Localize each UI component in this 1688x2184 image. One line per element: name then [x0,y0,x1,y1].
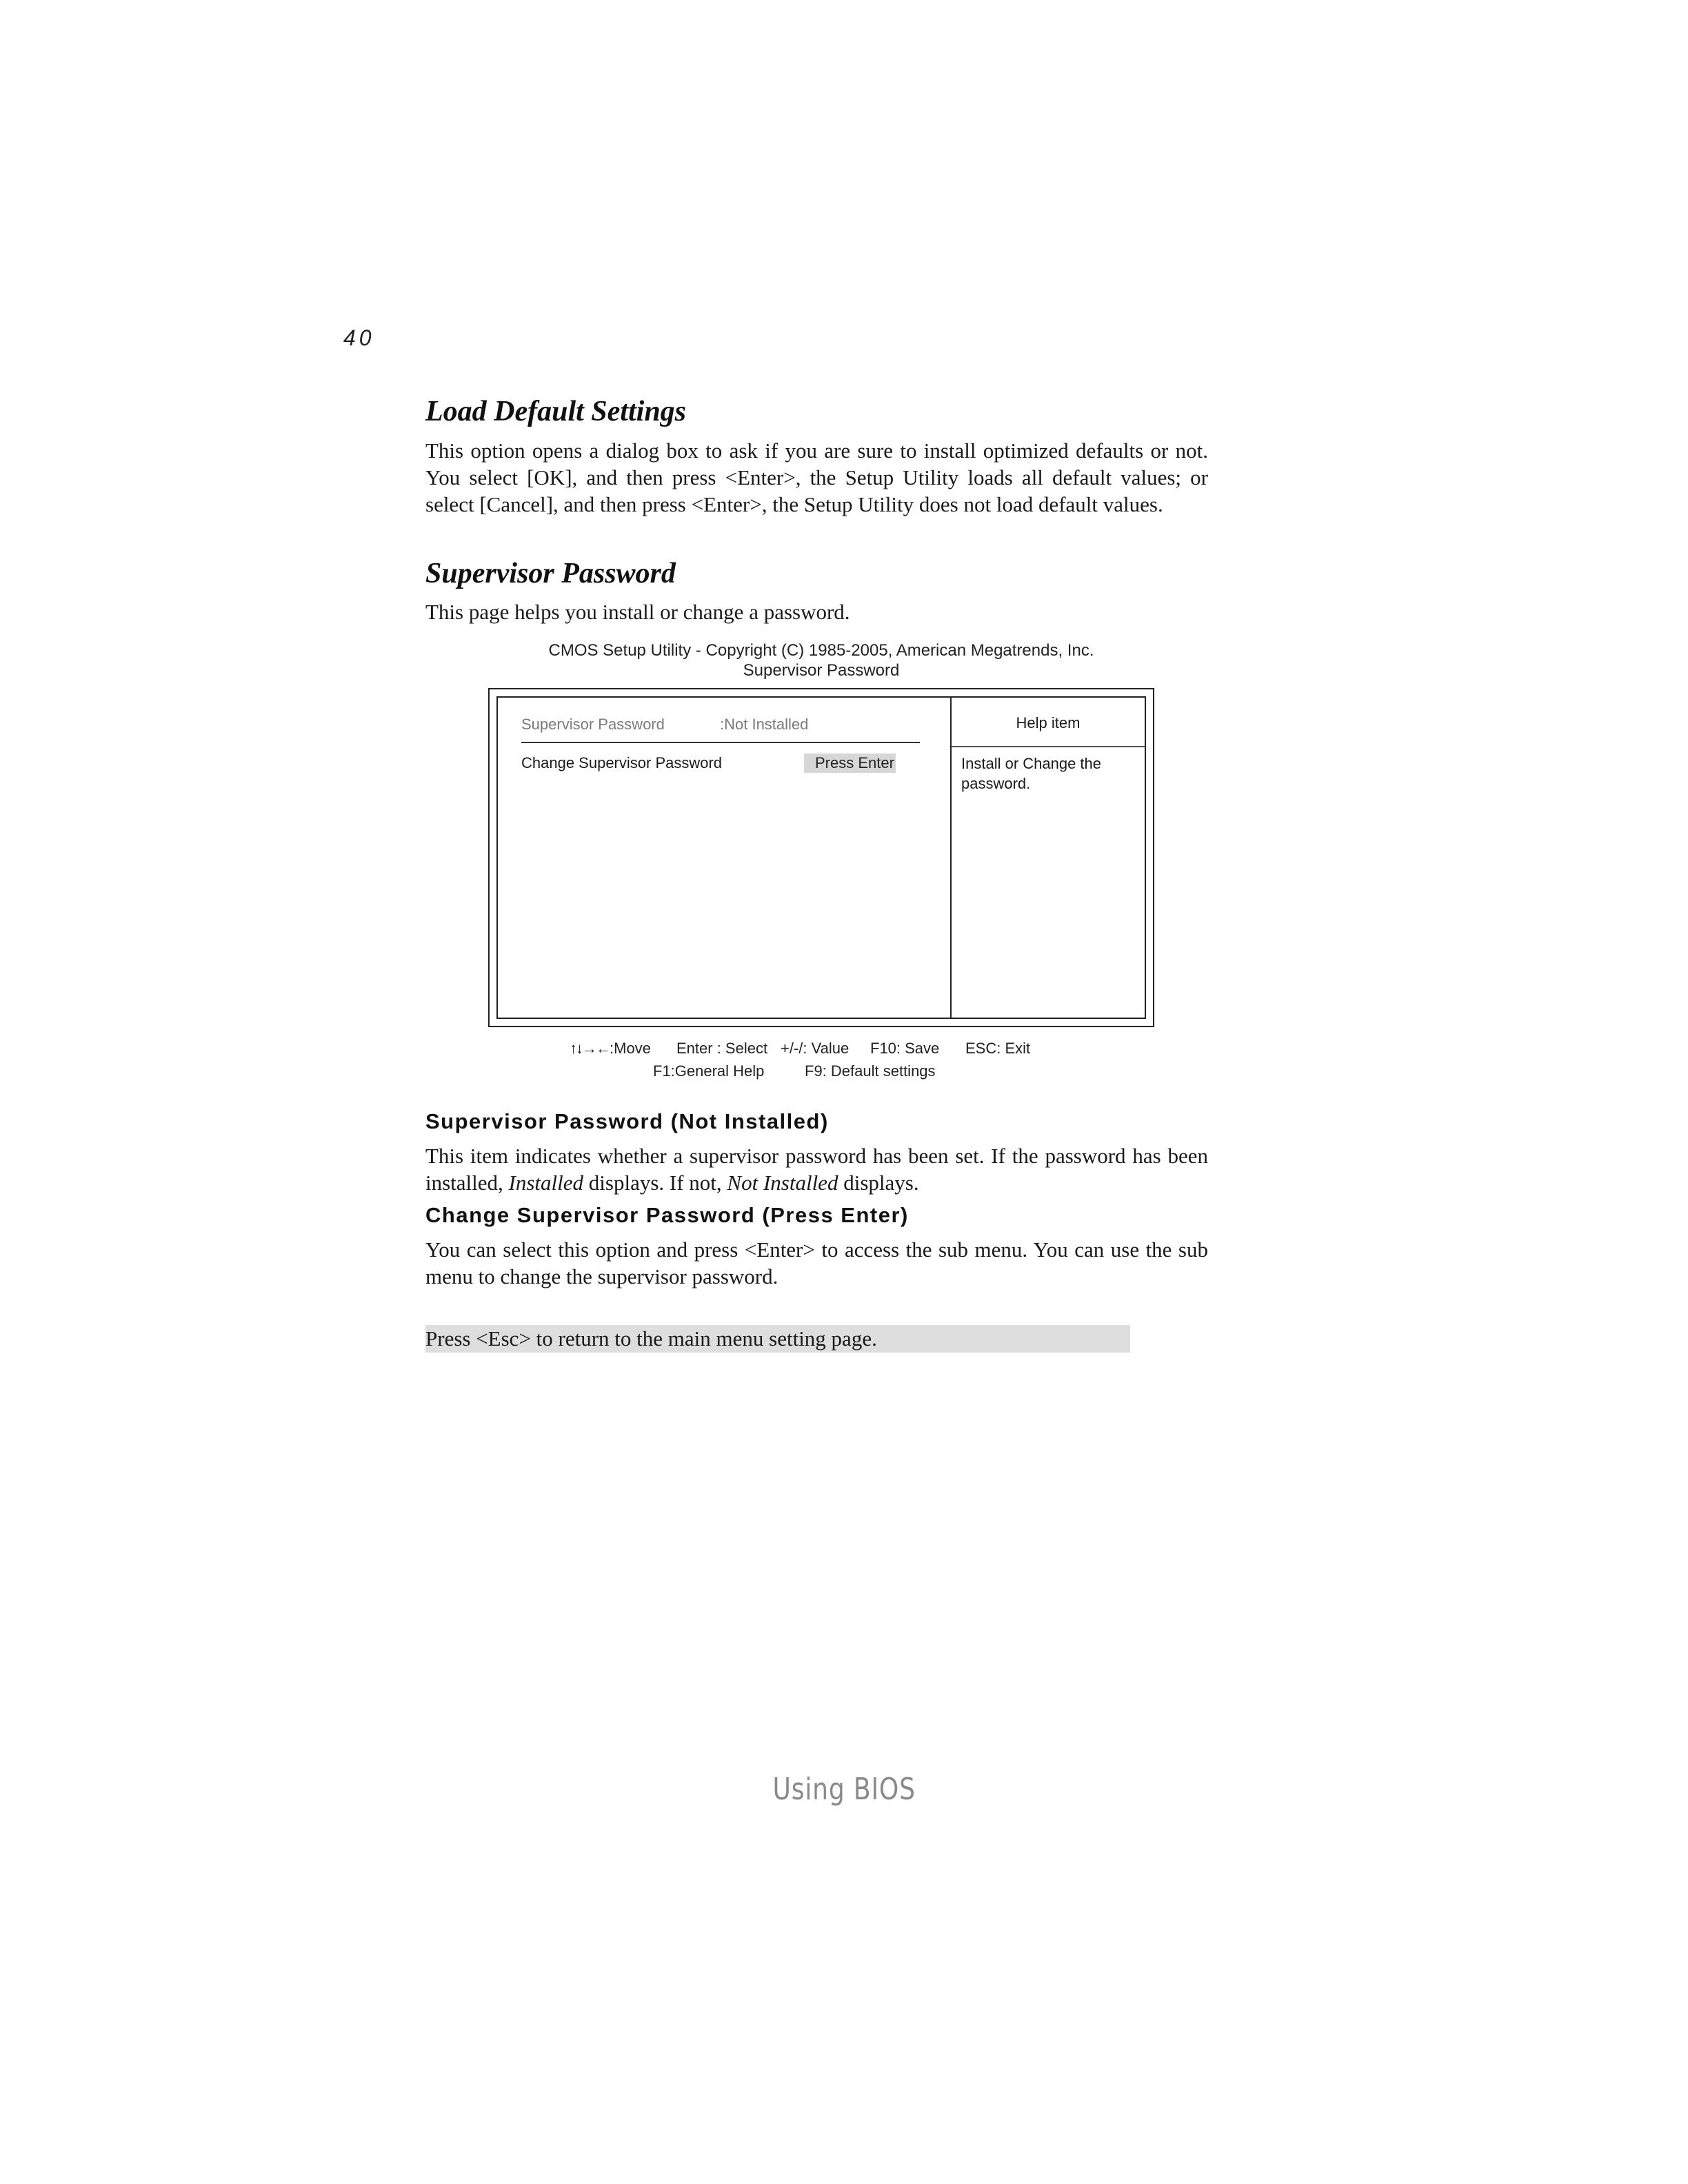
load-default-settings-heading: Load Default Settings [425,396,687,427]
help-item-title: Help item [1016,714,1081,731]
supervisor-password-status-body [425,1142,1208,1196]
change-supervisor-password-label[interactable]: Change Supervisor Password [521,754,723,771]
key-value: +/-/: Value [781,1040,850,1057]
help-title-rule [952,746,1145,747]
status-divider [521,742,920,743]
status-body-text-2: displays. If not, [583,1171,727,1195]
supervisor-password-status-heading: Supervisor Password (Not Installed) [425,1109,829,1133]
key-move: :Move [610,1040,651,1057]
change-supervisor-password-body: You can select this option and press <Enter> to access the sub menu. You can use the sub menu to change the supervisor password. [425,1237,1208,1288]
load-default-settings-body: This option opens a dialog box to ask if you are sure to install optimized defaults or not. You select [OK], and then press <Enter>, the Setup Utility loads all default values; or select [Cancel], and then press <Enter>, the Setup Utility does not load default values. [425,438,1208,516]
status-body-text-1: This item indicates whether a supervisor password has been set. If the password has been installed, [425,1144,1208,1195]
supervisor-password-heading: Supervisor Password [425,558,676,589]
press-enter-button[interactable]: Press Enter [804,754,896,773]
page-number: 40 [343,325,375,350]
not-installed-term: Not Installed [727,1171,838,1195]
key-exit: ESC: Exit [965,1040,1031,1057]
status-body-text-3: displays. [838,1171,919,1195]
esc-note-text: Press <Esc> to return to the main menu setting page. [425,1326,877,1351]
installed-term: Installed [508,1171,584,1195]
key-help-row-1 [570,1040,651,1058]
bios-screen-inner [496,696,1146,1019]
help-text-line-2: password. [961,775,1031,792]
bios-screen [488,688,1154,1027]
supervisor-password-intro: This page helps you install or change a password. [425,600,850,624]
key-general-help: F1:General Help [653,1062,765,1080]
bios-screen-title: Supervisor Password [743,661,900,680]
help-text-line-1: Install or Change the [961,755,1102,772]
bios-copyright-caption: CMOS Setup Utility - Copyright (C) 1985-2005, American Megatrends, Inc. [548,641,1094,660]
key-select: Enter : Select [676,1040,768,1057]
page-footer-title: Using BIOS [772,1772,916,1807]
supervisor-password-status-value: :Not Installed [720,716,809,733]
supervisor-password-status-label: Supervisor Password [521,716,665,733]
arrow-keys-icon: ↑↓→← [570,1040,610,1057]
change-supervisor-password-heading: Change Supervisor Password (Press Enter) [425,1203,909,1227]
key-default-settings: F9: Default settings [805,1062,936,1080]
key-save: F10: Save [870,1040,940,1057]
